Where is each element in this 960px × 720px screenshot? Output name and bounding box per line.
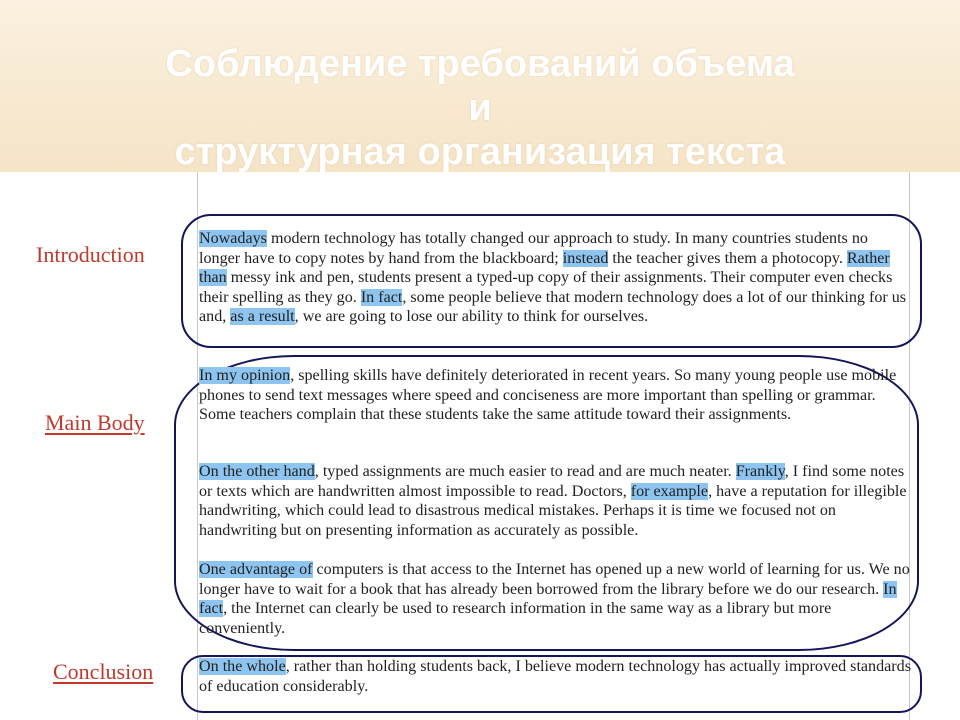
linking-phrase-highlight: instead: [562, 249, 609, 267]
essay-text: messy ink and pen, students present a typed-up copy of their assignments. Their computer even checks their spelling as they go.: [199, 269, 893, 306]
essay-text: , the Internet can clearly be used to research information in the same way as a library but more conveniently.: [199, 600, 832, 637]
body-paragraph-3: [199, 560, 911, 638]
linking-phrase-highlight: Nowadays: [199, 230, 267, 247]
essay-text: computers is that access to the Internet has opened up a new world of learning for us. We no longer have to wait for a book that has already been borrowed from the library before we do our research.: [199, 561, 910, 598]
essay-text: , I find some notes or texts which are handwritten almost impossible to read. Doctors,: [199, 463, 905, 500]
linking-phrase-highlight: On the whole: [199, 658, 286, 675]
introduction-paragraph: [199, 229, 911, 327]
title-line-3: структурная организация текста: [174, 131, 786, 172]
linking-phrase-highlight: In fact: [199, 580, 897, 617]
linking-phrase-highlight: Frankly: [735, 463, 785, 480]
linking-phrase-highlight: for example: [630, 482, 709, 500]
label-main-body: Main Body: [45, 410, 145, 435]
body-paragraph-2: [199, 462, 911, 540]
conclusion-paragraph: [199, 657, 911, 696]
title-banner: [0, 0, 960, 172]
label-conclusion: Conclusion: [53, 659, 154, 684]
essay-text: , spelling skills have definitely deteriorated in recent years. So many young people use mobile phones to send text messages where speed and conciseness are more important than spelling or grammar. Some teachers complain that these students take the same attitude toward their assignments.: [199, 367, 897, 423]
paragraph-text: [199, 560, 911, 638]
linking-phrase-highlight: One advantage of: [199, 561, 313, 578]
slide-title: [0, 42, 960, 172]
linking-phrase-highlight: In fact: [360, 288, 403, 306]
linking-phrase-highlight: as a result: [230, 308, 295, 325]
body-paragraph-1: [199, 366, 911, 425]
paragraph-text: [199, 462, 911, 540]
essay-text: the teacher gives them a photocopy.: [608, 249, 847, 267]
paragraph-text: [199, 366, 911, 425]
essay-text: , have a reputation for illegible handwriting, which could lead to disastrous medical mistakes. Perhaps it is time we focused not on handwriting but on presenting information as accurately as possible.: [199, 482, 907, 539]
essay-text: , typed assignments are much easier to read and are much neater.: [314, 463, 736, 480]
label-introduction: Introduction: [36, 242, 145, 267]
title-line-2: и: [468, 87, 492, 129]
linking-phrase-highlight: Rather than: [199, 249, 890, 286]
paragraph-text: [199, 229, 911, 327]
linking-phrase-highlight: On the other hand: [199, 463, 315, 480]
essay-text: modern technology has totally changed our approach to study. In many countries students no longer have to copy notes by hand from the blackboard;: [199, 230, 868, 267]
paragraph-text: [199, 657, 911, 696]
essay-text: , rather than holding students back, I believe modern technology has actually improved standards of education considerably.: [199, 658, 911, 695]
title-line-1: Соблюдение требований объема: [165, 43, 795, 85]
essay-text: , we are going to lose our ability to think for ourselves.: [294, 308, 649, 325]
linking-phrase-highlight: In my opinion: [199, 367, 291, 384]
essay-text: , some people believe that modern technology does a lot of our thinking for us and,: [199, 288, 907, 325]
